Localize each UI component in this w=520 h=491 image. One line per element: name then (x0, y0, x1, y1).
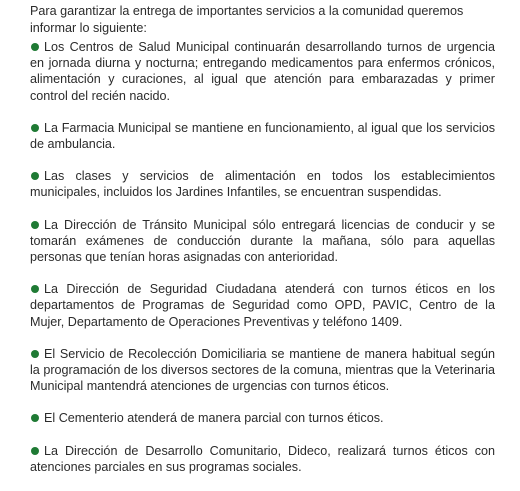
list-item-text: La Dirección de Tránsito Municipal sólo entregará licencias de conducir y se tomarán exámenes de conducción durante la mañana, sólo para aquellas personas que tenían horas asignadas con anterioridad. (30, 217, 495, 265)
list-item (30, 346, 495, 395)
services-list (30, 39, 495, 491)
list-item-text: Los Centros de Salud Municipal continuarán desarrollando turnos de urgencia en jornada diurna y nocturna; entregando medicamentos para enfermos crónicos, alimentación y curaciones, al igual que atención para embarazadas y primer control del recién nacido. (30, 40, 495, 103)
list-item (30, 281, 495, 330)
list-item-text: El Servicio de Recolección Domiciliaria se mantiene de manera habitual según la programación de los diversos sectores de la comuna, mientras que la Veterinaria Municipal mantendrá atenciones de urgencias con turnos éticos. (30, 346, 495, 394)
bullet-icon (31, 447, 39, 455)
bullet-icon (31, 124, 39, 132)
bullet-icon (31, 350, 39, 358)
list-item-text: El Cementerio atenderá de manera parcial con turnos éticos. (44, 411, 384, 426)
list-item-text: La Dirección de Desarrollo Comunitario, Dideco, realizará turnos éticos con atenciones parciales en sus programas sociales. (30, 443, 495, 474)
list-item (30, 168, 495, 200)
intro-paragraph: Para garantizar la entrega de importantes servicios a la comunidad queremos informar lo siguiente: (30, 4, 464, 35)
list-item-text: Las clases y servicios de alimentación en todos los establecimientos municipales, incluidos los Jardines Infantiles, se encuentran suspendidas. (30, 169, 495, 200)
list-item (30, 120, 495, 152)
list-item-text: La Dirección de Seguridad Ciudadana atenderá con turnos éticos en los departamentos de Programas de Seguridad como OPD, PAVIC, Centro de la Mujer, Departamento de Operaciones Preventivas y teléfono 1409. (30, 282, 495, 329)
list-item (30, 39, 495, 104)
list-item (30, 410, 495, 426)
list-item (30, 443, 495, 475)
bullet-icon (31, 43, 39, 51)
list-item-text: La Farmacia Municipal se mantiene en funcionamiento, al igual que los servicios de ambulancia. (30, 120, 495, 152)
bullet-icon (31, 221, 39, 229)
list-item (30, 217, 495, 266)
